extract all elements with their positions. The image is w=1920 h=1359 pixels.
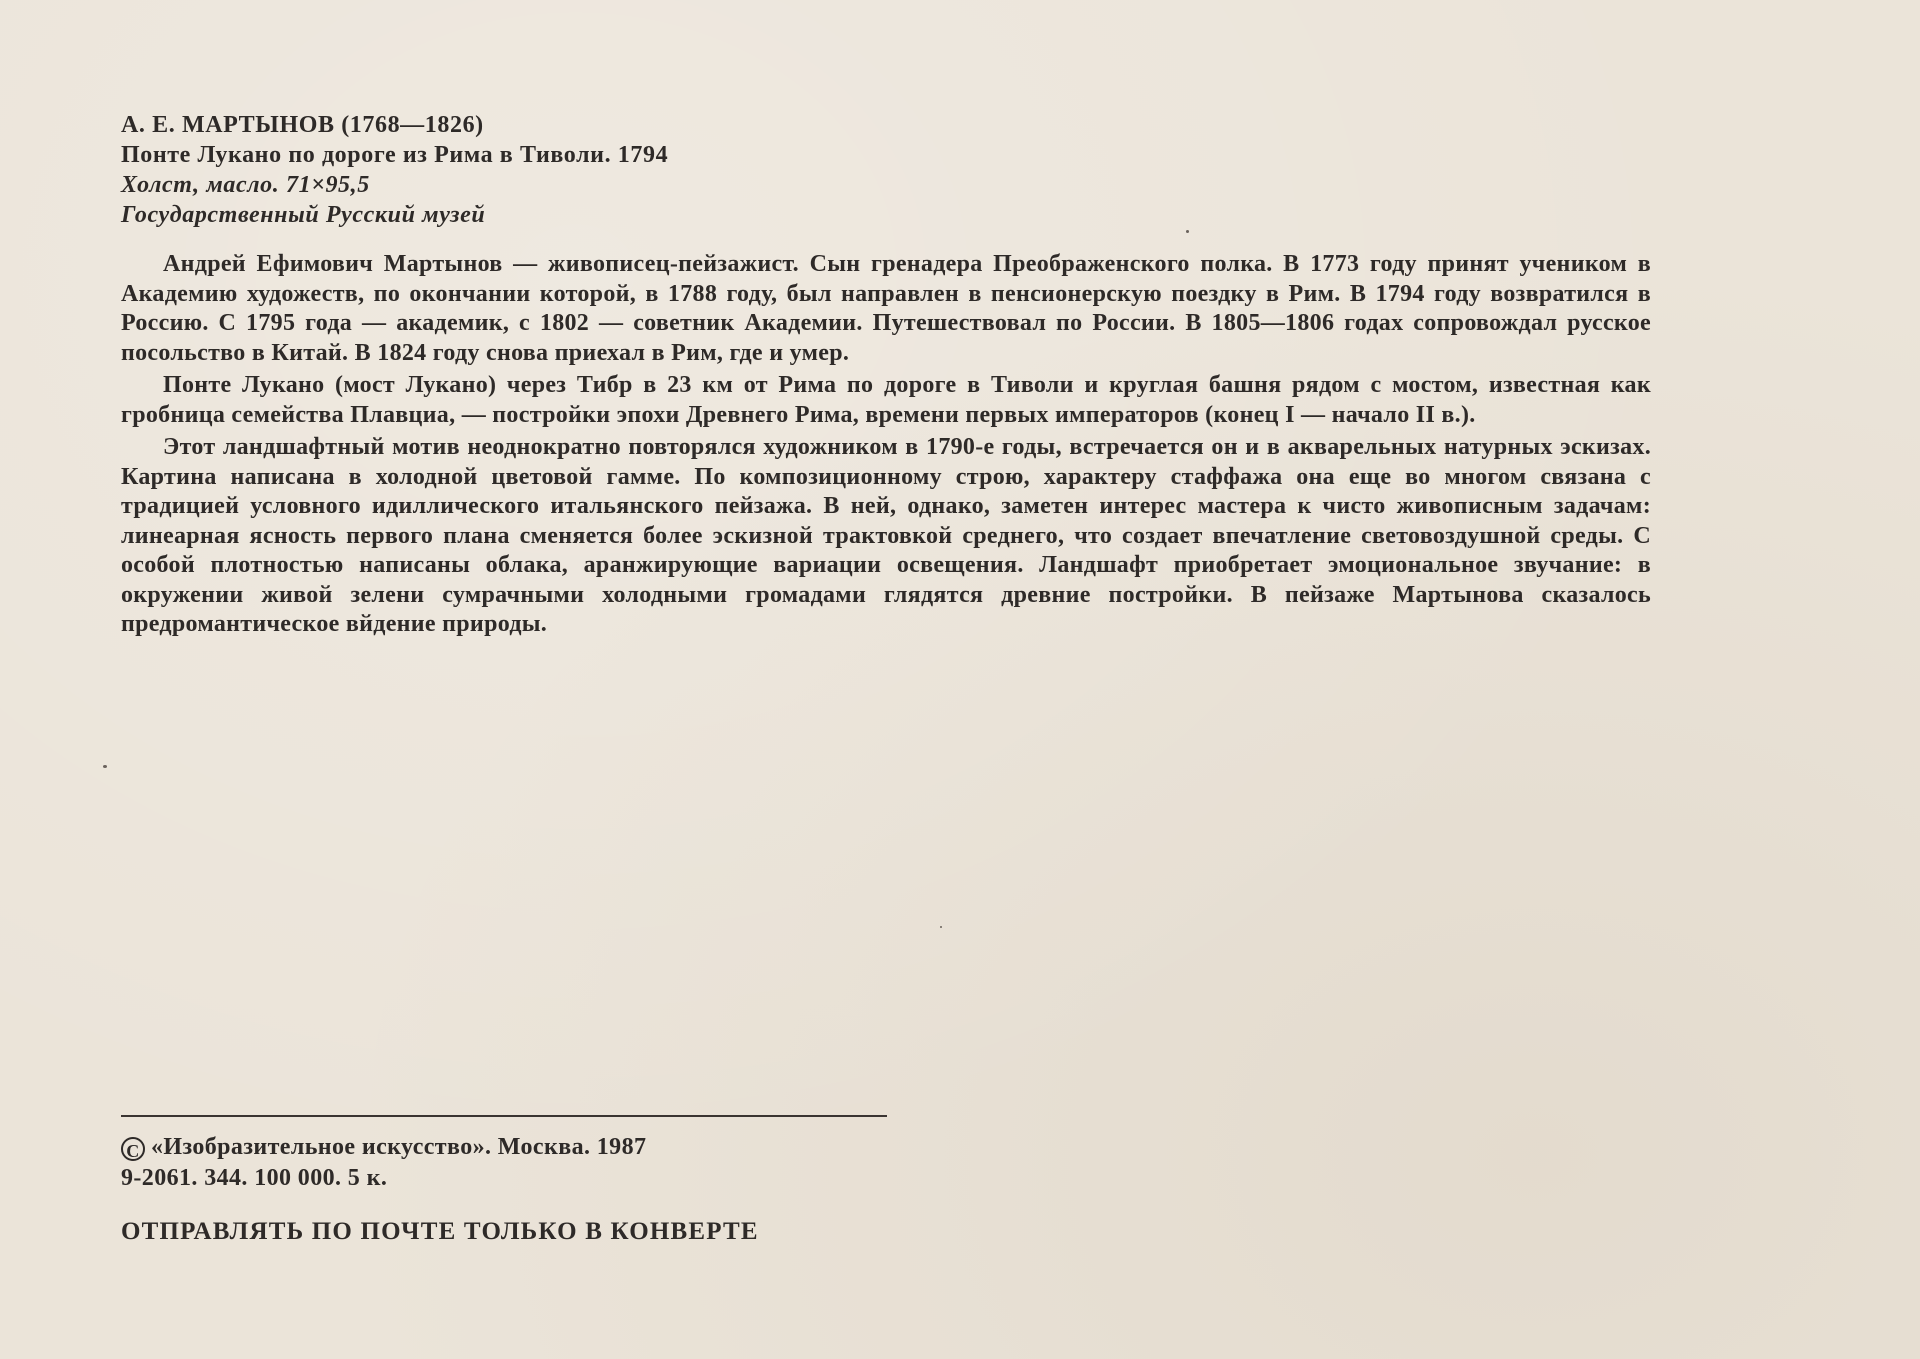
publisher-name: «Изобразительное искусство». Москва. 1987: [151, 1134, 647, 1160]
paragraph-subject: Понте Лукано (мост Лукано) через Тибр в 23 км от Рима по дороге в Тиволи и круглая башня рядом с мостом, известная как гробница семейства Плавциа, — постройки эпохи Древнего Рима, времени первых императоров (конец I — начало II в.).: [121, 372, 1651, 428]
paper-speck: [1186, 230, 1189, 233]
paper-speck: [940, 926, 942, 928]
publisher-info: [121, 1132, 646, 1194]
copyright-icon: C: [121, 1137, 145, 1161]
artist-name: А. Е. МАРТЫНОВ (1768—1826): [121, 112, 484, 138]
artwork-medium: Холст, масло. 71×95,5: [121, 172, 370, 198]
paper-speck: [103, 765, 107, 768]
mail-instruction: ОТПРАВЛЯТЬ ПО ПОЧТЕ ТОЛЬКО В КОНВЕРТЕ: [121, 1218, 759, 1245]
footer-divider: [121, 1115, 887, 1117]
publisher-line: [121, 1132, 646, 1163]
paragraph-biography: Андрей Ефимович Мартынов — живописец-пейзажист. Сын гренадера Преображенского полка. В 1773 году принят учеником в Академию художеств, по окончании которой, в 1788 году, был направлен в пенсионерскую поездку в Рим. В 1794 году возвратился в Россию. С 1795 года — академик, с 1802 — советник Академии. Путешествовал по России. В 1805—1806 годах сопровождал русское посольство в Китай. В 1824 году снова приехал в Рим, где и умер.: [121, 251, 1651, 366]
artwork-caption: [121, 110, 1661, 230]
museum-name: Государственный Русский музей: [121, 202, 486, 228]
print-info: 9-2061. 344. 100 000. 5 к.: [121, 1165, 388, 1191]
paragraph-analysis: Этот ландшафтный мотив неоднократно повторялся художником в 1790-е годы, встречается он и в акварельных натурных эскизах. Картина написана в холодной цветовой гамме. По композиционному строю, характеру стаффажа она еще во многом связана с традицией условного идиллического итальянского пейзажа. В ней, однако, заметен интерес мастера к чисто живописным задачам: линеарная ясность первого плана сменяется более эскизной трактовкой среднего, что создает впечатление световоздушной среды. С особой плотностью написаны облака, аранжирующие вариации освещения. Ландшафт приобретает эмоциональное звучание: в окружении живой зелени сумрачными холодными громадами глядятся древние постройки. В пейзаже Мартынова сказалось предромантическое вйдение природы.: [121, 434, 1651, 637]
description: [121, 250, 1651, 643]
artwork-title: Понте Лукано по дороге из Рима в Тиволи. 1794: [121, 142, 669, 168]
